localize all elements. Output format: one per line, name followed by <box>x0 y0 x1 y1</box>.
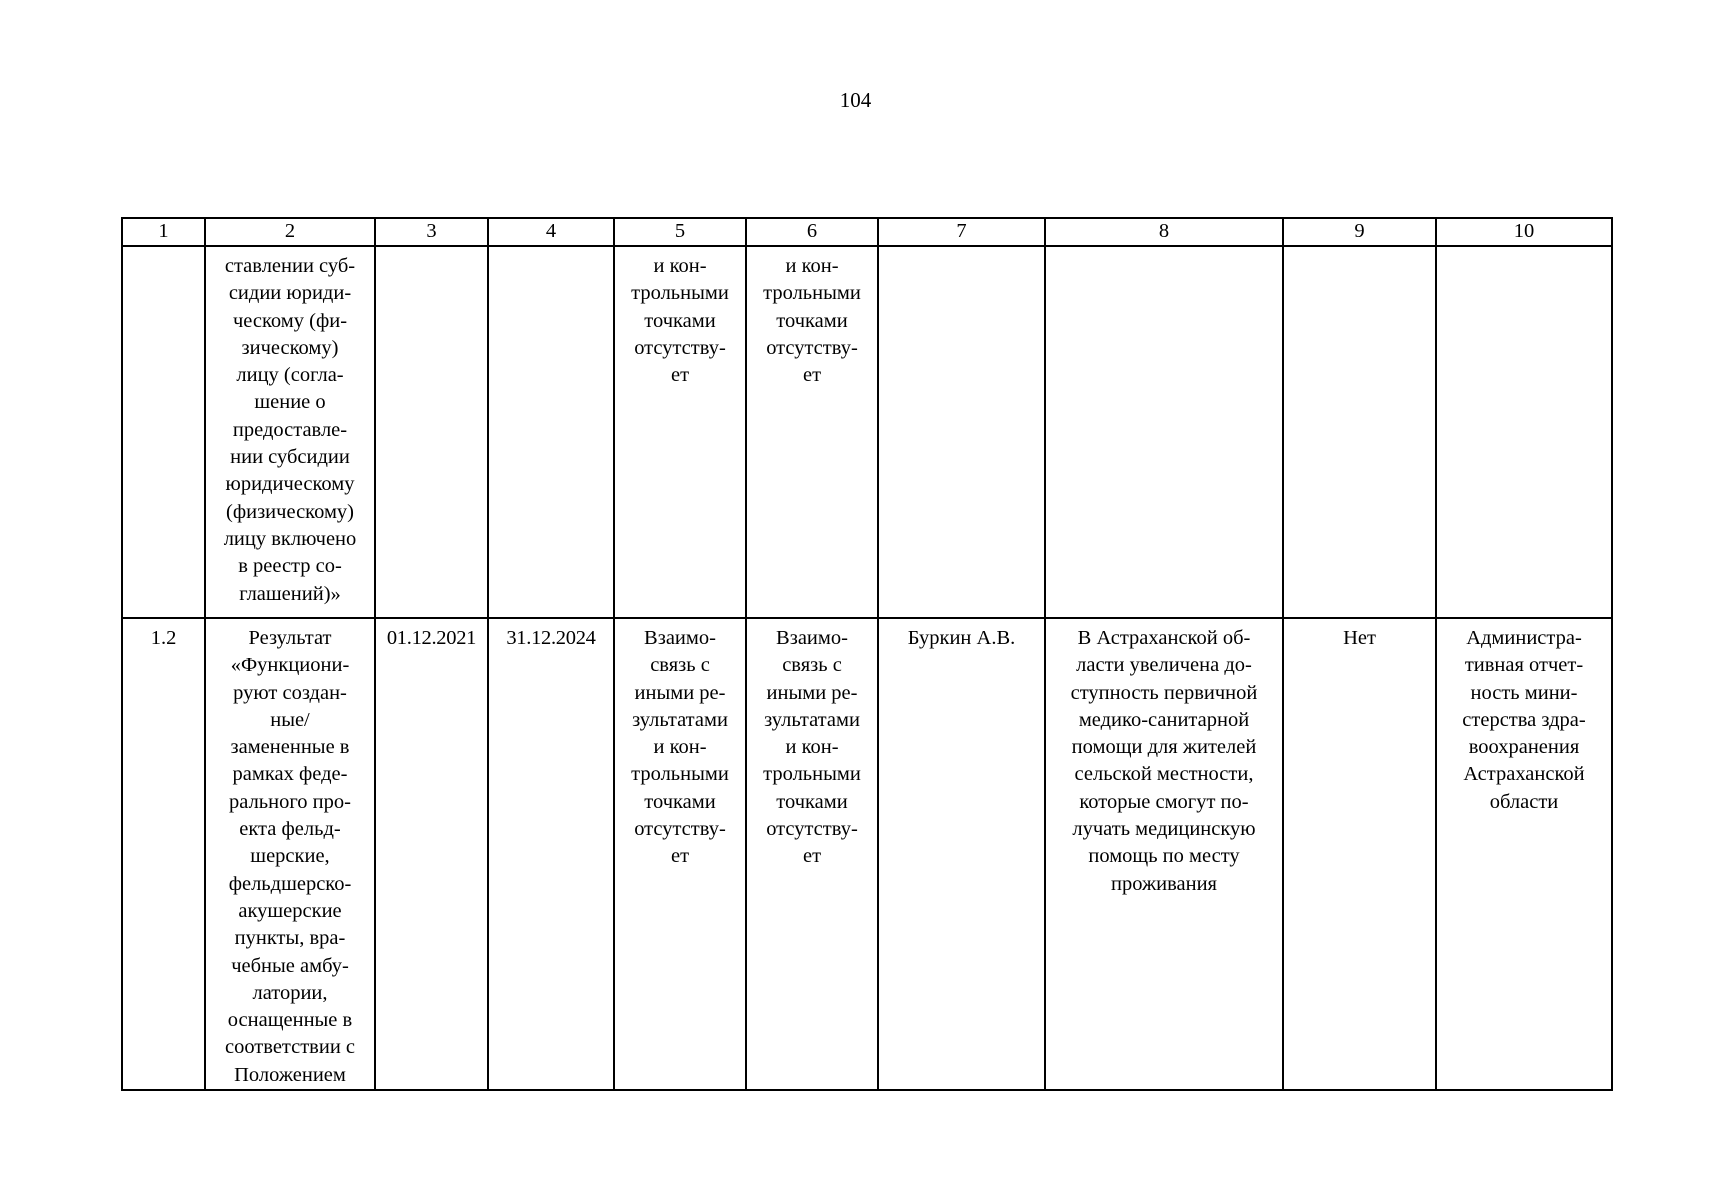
page-number: 104 <box>839 88 872 112</box>
cell-responsible: Буркин А.В. <box>878 618 1045 1090</box>
cell-link-results: Взаимо- связь с иными ре- зультатами и кон- трольными точками отсутству- ет <box>614 618 746 1090</box>
cell-name: Результат «Функциони- руют создан- ные/ замененные в рамках феде- рального про- екта фельд- шерские, фельдшерско- акушерские пункты, вра- чебные амбу- латории, оснащенные в соответствии с Положением <box>205 618 375 1090</box>
column-header: 5 <box>614 218 746 246</box>
cell-name: ставлении суб- сидии юриди- ческому (фи- зическому) лицу (согла- шение о предоставле- нии субсидии юридическому (физическому) лицу включено в реестр со- глашений)» <box>205 246 375 618</box>
table-row <box>122 246 1612 618</box>
cell-number <box>122 246 205 618</box>
cell-description <box>1045 246 1283 618</box>
column-header: 4 <box>488 218 614 246</box>
cell-source <box>1436 246 1612 618</box>
column-header: 2 <box>205 218 375 246</box>
cell-link-points: и кон- трольными точками отсутству- ет <box>746 246 878 618</box>
plan-table <box>121 217 1613 1091</box>
column-header: 7 <box>878 218 1045 246</box>
cell-end-date: 31.12.2024 <box>488 618 614 1090</box>
cell-number: 1.2 <box>122 618 205 1090</box>
table-row <box>122 618 1612 1090</box>
column-header: 6 <box>746 218 878 246</box>
cell-flag: Нет <box>1283 618 1436 1090</box>
column-header: 9 <box>1283 218 1436 246</box>
cell-flag <box>1283 246 1436 618</box>
cell-start-date <box>375 246 488 618</box>
cell-start-date: 01.12.2021 <box>375 618 488 1090</box>
column-header: 1 <box>122 218 205 246</box>
cell-source: Администра- тивная отчет- ность мини- стерства здра- воохранения Астраханской области <box>1436 618 1612 1090</box>
cell-link-results: и кон- трольными точками отсутству- ет <box>614 246 746 618</box>
cell-link-points: Взаимо- связь с иными ре- зультатами и кон- трольными точками отсутству- ет <box>746 618 878 1090</box>
column-header: 3 <box>375 218 488 246</box>
column-header: 8 <box>1045 218 1283 246</box>
cell-description: В Астраханской об- ласти увеличена до- ступность первичной медико-санитарной помощи для жителей сельской местности, которые смогут по- лучать медицинскую помощь по месту проживания <box>1045 618 1283 1090</box>
column-number-header <box>122 218 1612 246</box>
cell-responsible <box>878 246 1045 618</box>
column-header: 10 <box>1436 218 1612 246</box>
cell-end-date <box>488 246 614 618</box>
